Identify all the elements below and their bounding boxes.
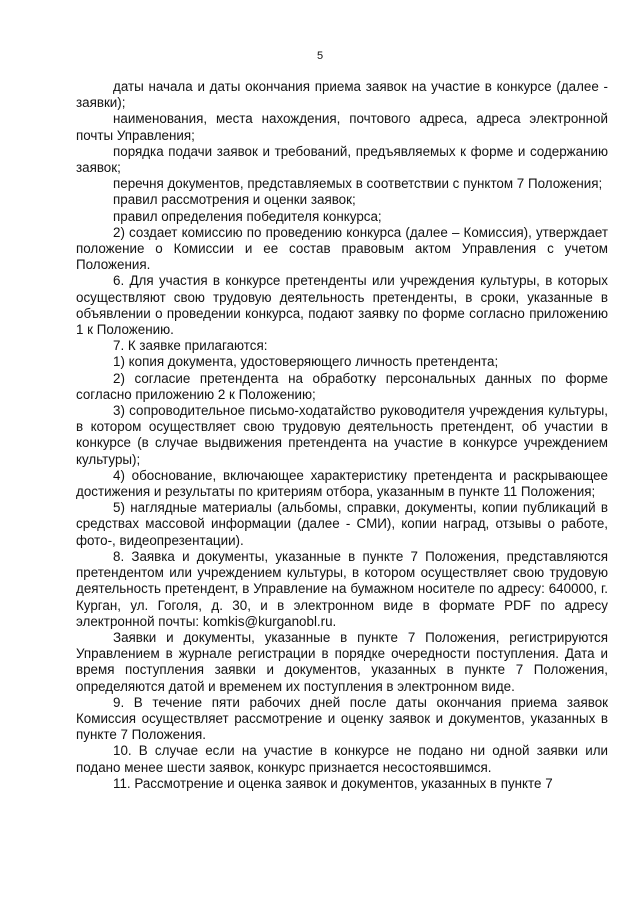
paragraph-19: 11. Рассмотрение и оценка заявок и документов, указанных в пункте 7: [113, 775, 553, 791]
paragraph-13: 4) обоснование, включающее характеристику претендента и раскрывающее достижения и результаты по критериям отбора, указанным в пункте 11 Положения;: [76, 467, 608, 500]
paragraph-4: перечня документов, представляемых в соответствии с пунктом 7 Положения;: [113, 176, 603, 192]
paragraph-14: 5) наглядные материалы (альбомы, справки, документы, копии публикаций в средствах массовой информации (далее - СМИ), копии наград, отзывы о работе, фото-, видеопрезентации).: [76, 500, 608, 548]
paragraph-2: наименования, места нахождения, почтового адреса, адреса электронной почты Управления;: [76, 111, 608, 143]
paragraph-6: правил определения победителя конкурса;: [113, 208, 382, 224]
document-body: [76, 79, 608, 792]
paragraph-18: 10. В случае если на участие в конкурсе не подано ни одной заявки или подано менее шести заявок, конкурс признается несостоявшимся.: [76, 743, 608, 775]
paragraph-7: 2) создает комиссию по проведению конкурса (далее – Комиссия), утверждает положение о Комиссии и ее состав правовым актом Управления с учетом Положения.: [76, 224, 608, 273]
paragraph-5: правил рассмотрения и оценки заявок;: [113, 192, 356, 208]
paragraph-16: Заявки и документы, указанные в пункте 7 Положения, регистрируются Управлением в журнале регистрации в порядке очередности поступления. Дата и время поступления заявки и документов, указанных в пункте 7 Положения, определяются датой и временем их поступления в электронном виде.: [76, 629, 608, 694]
paragraph-10: 1) копия документа, удостоверяющего личность претендента;: [113, 354, 499, 370]
paragraph-1: даты начала и даты окончания приема заявок на участие в конкурсе (далее - заявки);: [76, 79, 608, 111]
paragraph-9: 7. К заявке прилагаются:: [113, 338, 268, 354]
paragraph-11: 2) согласие претендента на обработку персональных данных по форме согласно приложению 2 к Положению;: [76, 370, 608, 402]
paragraph-15: 8. Заявка и документы, указанные в пункте 7 Положения, представляются претендентом или учреждением культуры, в котором осуществляет свою трудовую деятельность претендент, в Управление на бумажном носителе по адресу: 640000, г. Курган, ул. Гоголя, д. 30, и в электронном виде в формате PDF по адресу электронной почты: komkis@kurganobl.ru.: [76, 548, 608, 629]
paragraph-3: порядка подачи заявок и требований, предъявляемых к форме и содержанию заявок;: [76, 143, 608, 176]
page-number: 5: [316, 50, 324, 62]
paragraph-17: 9. В течение пяти рабочих дней после даты окончания приема заявок Комиссия осуществляет рассмотрение и оценку заявок и документов, указанных в пункте 7 Положения.: [76, 694, 608, 743]
paragraph-8: 6. Для участия в конкурсе претенденты или учреждения культуры, в которых осуществляют свою трудовую деятельность претенденты, в сроки, указанные в объявлении о проведении конкурса, подают заявку по форме согласно приложению 1 к Положению.: [76, 273, 608, 338]
paragraph-12: 3) сопроводительное письмо-ходатайство руководителя учреждения культуры, в котором осуществляет свою трудовую деятельность претендент, об участии в конкурсе (в случае выдвижения претендента на участие в конкурсе учреждением культуры);: [76, 403, 608, 467]
